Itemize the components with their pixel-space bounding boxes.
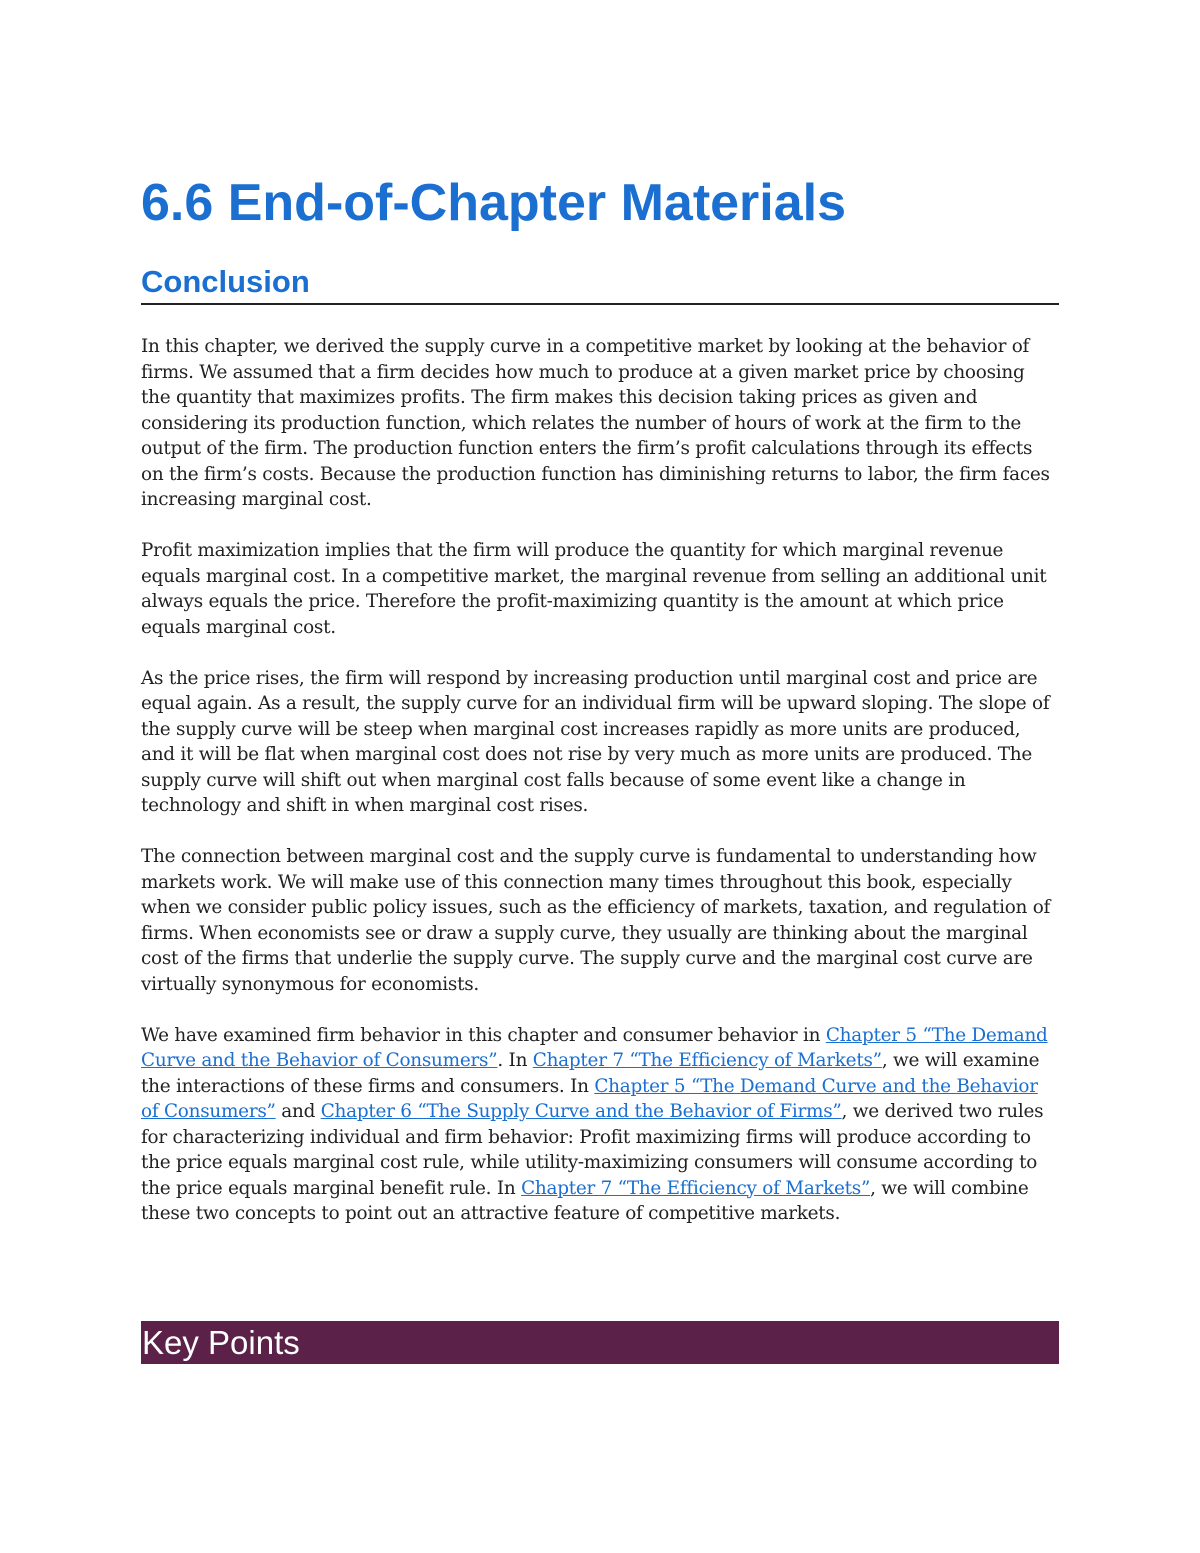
paragraph-text: , we will combine these two concepts to point out an attractive feature of competitive markets.: [141, 1177, 1029, 1224]
link-chapter-6[interactable]: Chapter 6 “The Supply Curve and the Behavior of Firms”: [320, 1101, 842, 1122]
paragraph-text: and: [275, 1101, 321, 1122]
link-chapter-5[interactable]: Chapter 5 “The Demand Curve and the Behavior of Consumers”: [141, 1075, 1038, 1122]
key-points-heading: Key Points: [141, 1321, 1059, 1364]
paragraph-text: , we will examine the interactions of these firms and consumers. In: [141, 1050, 1040, 1097]
paragraph-1: In this chapter, we derived the supply curve in a competitive market by looking at the behavior of firms. We assumed that a firm decides how much to produce at a given market price by choosing the quantity that maximizes profits. The firm makes this decision taking prices as given and considering its production function, which relates the number of hours of work at the firm to the output of the firm. The production function enters the firm’s profit calculations through its effects on the firm’s costs. Because the production function has diminishing returns to labor, the firm faces increasing marginal cost.: [141, 336, 1050, 510]
paragraph-5: [141, 1023, 1059, 1227]
section-heading-conclusion: Conclusion: [141, 262, 1059, 305]
link-chapter-7[interactable]: Chapter 7 “The Efficiency of Markets”: [521, 1177, 871, 1199]
link-chapter-5[interactable]: Chapter 5 “The Demand Curve and the Behavior of Consumers”: [141, 1024, 1048, 1071]
paragraph-text: , we derived two rules for characterizing individual and firm behavior: Profit maximizing firms will produce according to the price equals marginal cost rule, while utility-maximizing consumers will consume according to the price equals marginal benefit rule. In: [141, 1101, 1044, 1199]
paragraph-2: Profit maximization implies that the firm will produce the quantity for which marginal revenue equals marginal cost. In a competitive market, the marginal revenue from selling an additional unit always equals the price. Therefore the profit-maximizing quantity is the amount at which price equals marginal cost.: [141, 540, 1047, 638]
paragraph-3: As the price rises, the firm will respond by increasing production until marginal cost and price are equal again. As a result, the supply curve for an individual firm will be upward sloping. The slope of the supply curve will be steep when marginal cost increases rapidly as more units are produced, and it will be flat when marginal cost does not rise by very much as more units are produced. The supply curve will shift out when marginal cost falls because of some event like a change in technology and shift in when marginal cost rises.: [141, 667, 1050, 816]
paragraph-text: . In: [497, 1050, 533, 1071]
document-body: [141, 334, 1059, 1252]
chapter-title: 6.6 End-of-Chapter Materials: [141, 174, 847, 232]
paragraph-4: The connection between marginal cost and the supply curve is fundamental to understanding how markets work. We will make use of this connection many times throughout this book, especially when we consider public policy issues, such as the efficiency of markets, taxation, and regulation of firms. When economists see or draw a supply curve, they usually are thinking about the marginal cost of the firms that underlie the supply curve. The supply curve and the marginal cost curve are virtually synonymous for economists.: [141, 846, 1051, 995]
paragraph-text: We have examined firm behavior in this chapter and consumer behavior in: [141, 1024, 826, 1046]
link-chapter-7[interactable]: Chapter 7 “The Efficiency of Markets”: [532, 1050, 882, 1071]
